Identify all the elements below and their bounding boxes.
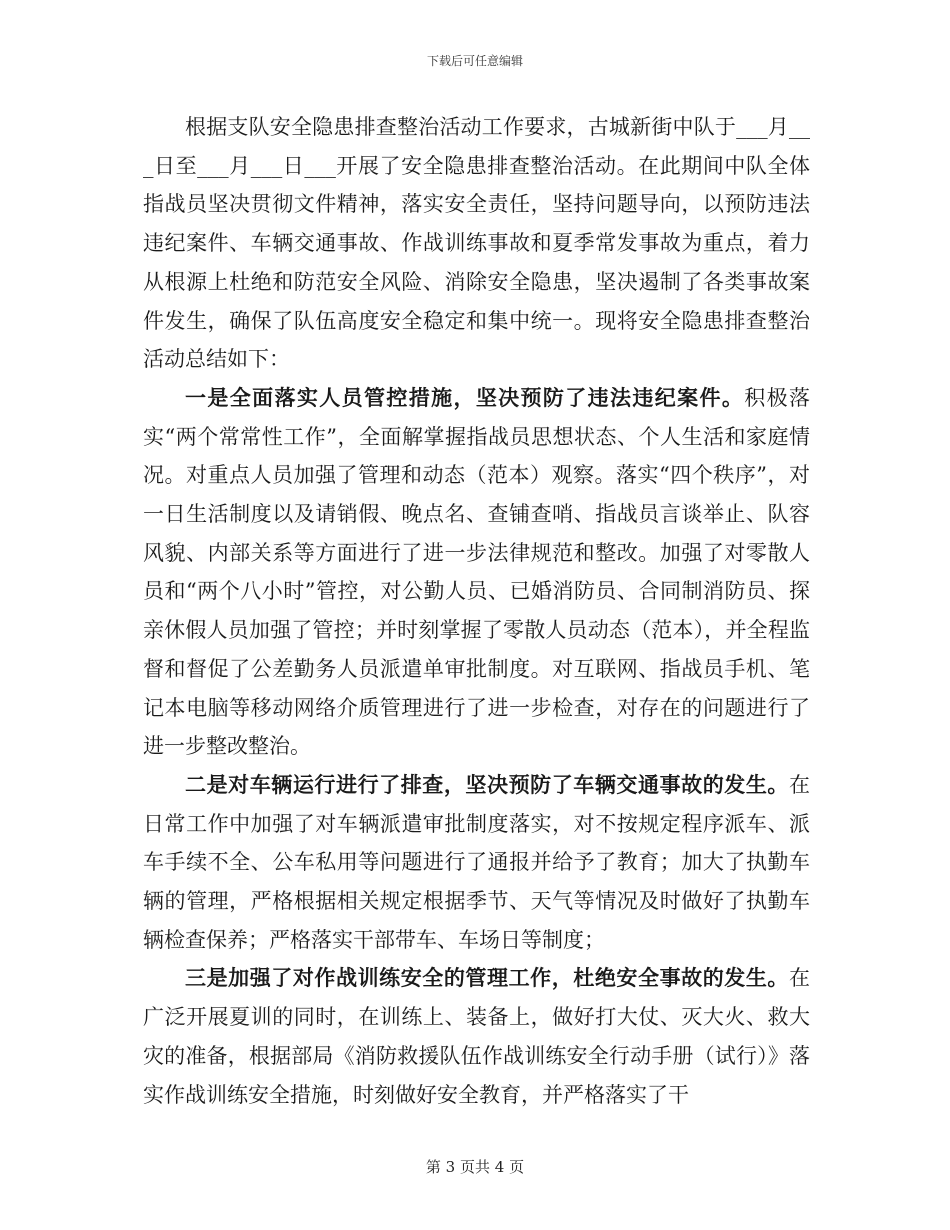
paragraph-personnel-control — [143, 379, 810, 766]
paragraph-lead: 一是全面落实人员管控措施，坚决预防了违法违纪案件。 — [185, 384, 745, 410]
paragraph-text: 积极落实“两个常常性工作”，全面解掌握指战员思想状态、个人生活和家庭情况。对重点人员加强了管理和动态（范本）观察。落实“四个秩序”，对一日生活制度以及请销假、晚点名、查铺查哨、指战员言谈举止、队容风貌、内部关系等方面进行了进一步法律规范和整改。加强了对零散人员和“两个八小时”管控，对公勤人员、已婚消防员、合同制消防员、探亲休假人员加强了管控；并时刻掌握了零散人员动态（范本），并全程监督和督促了公差勤务人员派遣单审批制度。对互联网、指战员手机、笔记本电脑等移动网络介质管理进行了进一步检查，对存在的问题进行了进一步整改整治。 — [143, 385, 811, 759]
document-body — [143, 108, 810, 1114]
paragraph-lead: 二是对车辆运行进行了排查，坚决预防了车辆交通事故的发生。 — [185, 771, 789, 797]
page-header: 下载后可任意编辑 — [426, 54, 523, 68]
paragraph-text: 根据支队安全隐患排查整治活动工作要求，古城新街中队于___月___日至___月___日___开展了安全隐患排查整治活动。在此期间中队全体指战员坚决贯彻文件精神，落实安全责任，坚持问题导向，以预防违法违纪案件、车辆交通事故、作战训练事故和夏季常发事故为重点，着力从根源上杜绝和防范安全风险、消除安全隐患，坚决遏制了各类事故案件发生，确保了队伍高度安全稳定和集中统一。现将安全隐患排查整治活动总结如下： — [143, 115, 810, 372]
paragraph-text: 在日常工作中加强了对车辆派遣审批制度落实，对不按规定程序派车、派车手续不全、公车私用等问题进行了通报并给予了教育；加大了执勤车辆的管理，严格根据相关规定根据季节、天气等情况及时做好了执勤车辆检查保养；严格落实干部带车、车场日等制度； — [143, 772, 810, 952]
paragraph-lead: 三是加强了对作战训练安全的管理工作，杜绝安全事故的发生。 — [185, 965, 789, 991]
paragraph-vehicle-inspection — [143, 766, 810, 960]
paragraph-training-safety — [143, 959, 810, 1114]
page-footer: 第 3 页共 4 页 — [425, 1158, 525, 1176]
paragraph-intro — [143, 108, 810, 379]
paragraph-text: 在广泛开展夏训的同时，在训练上、装备上，做好打大仗、灭大火、救大灾的准备，根据部局《消防救援队伍作战训练安全行动手册（试行）》落实作战训练安全措施，时刻做好安全教育，并严格落实了干 — [143, 966, 810, 1107]
